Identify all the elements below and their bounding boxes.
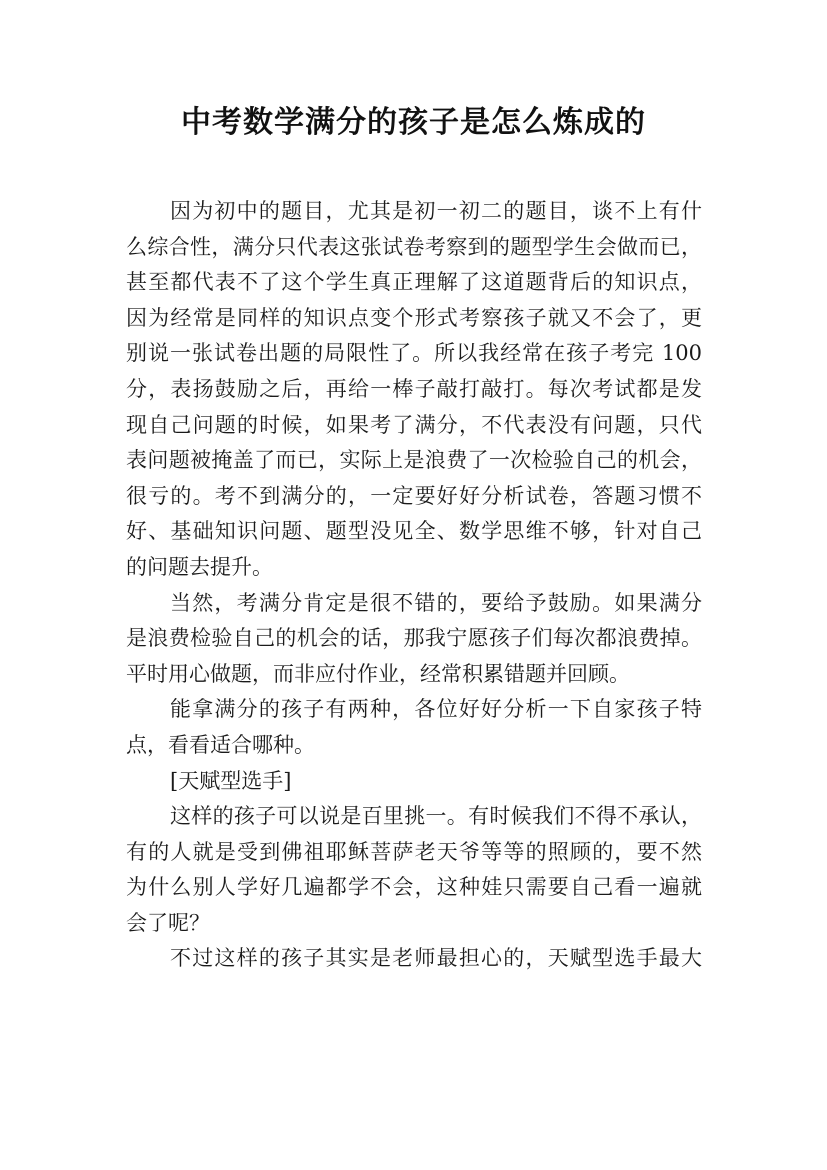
text-line: 别说一张试卷出题的局限性了。所以我经常在孩子考完 100	[126, 341, 702, 366]
text-line: 这样的孩子可以说是百里挑一。有时候我们不得不承认，	[170, 804, 702, 829]
text-line: 因为经常是同样的知识点变个形式考察孩子就又不会了，更	[126, 305, 702, 330]
text-line: 现自己问题的时候，如果考了满分，不代表没有问题，只代	[126, 412, 702, 437]
text-line: 好、基础知识问题、题型没见全、数学思维不够，针对自己	[126, 519, 702, 544]
document-title: 中考数学满分的孩子是怎么炼成的	[181, 105, 646, 140]
text-line: 不过这样的孩子其实是老师最担心的，天赋型选手最大	[170, 946, 702, 971]
text-line: 的问题去提升。	[126, 554, 273, 579]
document-body	[126, 194, 702, 977]
text-line: 么综合性，满分只代表这张试卷考察到的题型学生会做而已，	[126, 234, 702, 259]
text-line: 点，看看适合哪种。	[126, 732, 315, 757]
text-line: 是浪费检验自己的机会的话，那我宁愿孩子们每次都浪费掉。	[126, 626, 702, 651]
text-line: 有的人就是受到佛祖耶稣菩萨老天爷等等的照顾的，要不然	[126, 839, 702, 864]
text-line: 能拿满分的孩子有两种，各位好好分析一下自家孩子特	[170, 697, 702, 722]
text-line: 为什么别人学好几遍都学不会，这种娃只需要自己看一遍就	[126, 875, 702, 900]
text-line: [天赋型选手]	[170, 768, 292, 793]
text-line: 会了呢？	[126, 910, 210, 935]
text-line: 分，表扬鼓励之后，再给一棒子敲打敲打。每次考试都是发	[126, 376, 702, 401]
text-line: 平时用心做题，而非应付作业，经常积累错题并回顾。	[126, 661, 630, 686]
text-line: 表问题被掩盖了而已，实际上是浪费了一次检验自己的机会，	[126, 448, 702, 473]
text-line: 当然，考满分肯定是很不错的，要给予鼓励。如果满分	[170, 590, 702, 615]
text-line: 因为初中的题目，尤其是初一初二的题目，谈不上有什	[170, 199, 702, 223]
text-line: 很亏的。考不到满分的，一定要好好分析试卷，答题习惯不	[126, 483, 702, 508]
text-line: 甚至都代表不了这个学生真正理解了这道题背后的知识点，	[126, 270, 702, 295]
